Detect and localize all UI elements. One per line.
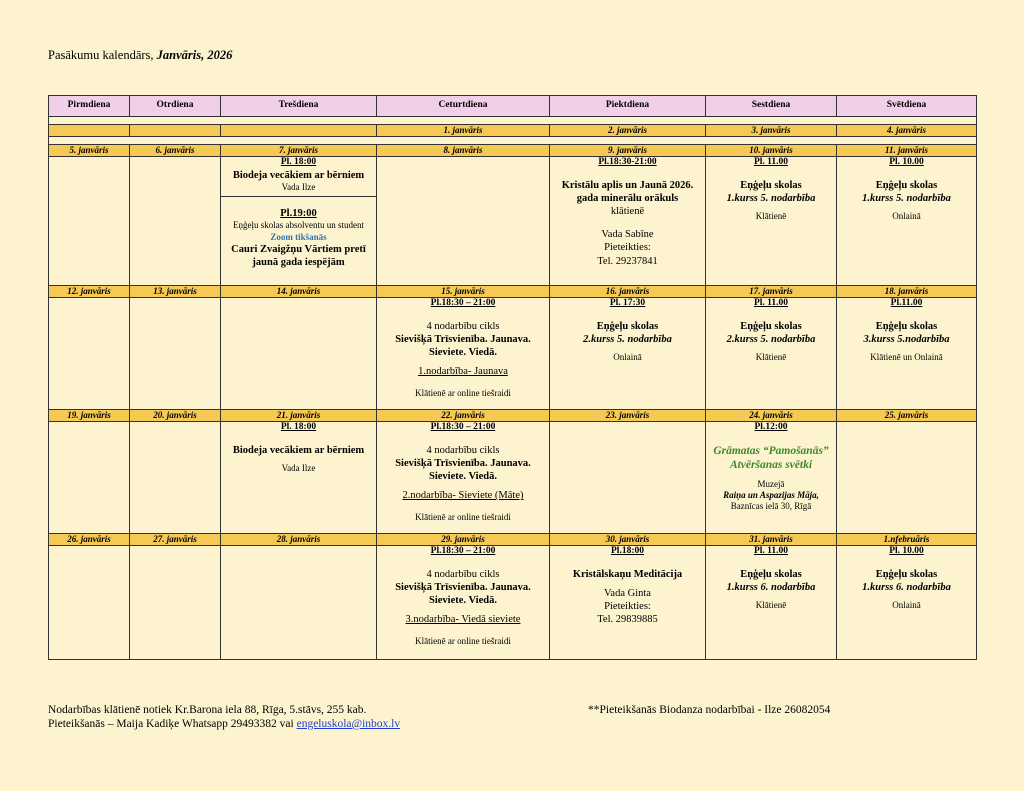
date-cell: 14. janvāris bbox=[221, 286, 377, 298]
weekday-header: Ceturtdiena bbox=[377, 96, 550, 117]
date-cell: 11. janvāris bbox=[837, 145, 977, 157]
event-time: Pl.11.00 bbox=[890, 298, 923, 308]
date-cell: 17. janvāris bbox=[706, 286, 837, 298]
date-cell: 12. janvāris bbox=[49, 286, 130, 298]
week-row bbox=[49, 298, 977, 410]
spacer-row bbox=[49, 117, 977, 125]
spacer-row bbox=[49, 137, 977, 145]
footer-signup: Pieteikšanās – Maija Kadiķe Whatsapp 29493382 vai engeluskola@inbox.lv bbox=[48, 718, 401, 730]
event-signup: Pieteikties: bbox=[604, 242, 651, 254]
day-cell bbox=[49, 157, 130, 286]
day-cell bbox=[130, 546, 221, 660]
event-description: Eņģeļu skolas absolventu un student Zoom tikšanās bbox=[233, 220, 364, 242]
event-mode: Klātienē ar online tiešraidi bbox=[415, 636, 511, 647]
weekday-header: Piektdiena bbox=[550, 96, 706, 117]
event-time: Pl. 11.00 bbox=[753, 157, 789, 167]
event-title: Eņģeļu skolas bbox=[596, 320, 659, 332]
event-time: Pl.12:00 bbox=[754, 422, 788, 432]
event-title: Eņģeļu skolas bbox=[875, 568, 938, 580]
event-title: Kristālskaņu Meditācija bbox=[572, 568, 683, 580]
date-cell: 22. janvāris bbox=[377, 410, 550, 422]
event-course: 2.kurss 5. nodarbība bbox=[726, 334, 816, 345]
event-time: Pl.18:00 bbox=[611, 546, 644, 556]
event-host: Vada Ilze bbox=[281, 182, 316, 192]
date-cell: 24. janvāris bbox=[706, 410, 837, 422]
day-cell bbox=[221, 546, 377, 660]
event-signup: Pieteikties: bbox=[604, 601, 651, 613]
event-course: 1.kurss 5. nodarbība bbox=[862, 193, 951, 204]
day-cell bbox=[130, 157, 221, 286]
day-cell bbox=[49, 422, 130, 534]
event-phone: Tel. 29839885 bbox=[597, 614, 658, 626]
page-title: Pasākumu kalendārs, Janvāris, 2026 bbox=[48, 48, 233, 62]
event-cell bbox=[377, 422, 550, 534]
event-mode: Klātienē bbox=[755, 211, 787, 222]
day-cell bbox=[377, 157, 550, 286]
event-title: Cauri Zvaigžņu Vārtiem pretī jaunā gada iespējām bbox=[231, 243, 366, 268]
event-cell bbox=[550, 546, 706, 660]
event-title: Eņģeļu skolas bbox=[875, 320, 938, 332]
date-cell bbox=[130, 125, 221, 137]
event-cell bbox=[377, 546, 550, 660]
event-phone: Tel. 29237841 bbox=[597, 255, 658, 267]
date-cell: 1. janvāris bbox=[377, 125, 550, 137]
date-cell bbox=[49, 125, 130, 137]
event-cell bbox=[837, 157, 977, 286]
event-cycle: 4 nodarbību cikls bbox=[426, 320, 500, 332]
date-cell bbox=[221, 125, 377, 137]
event-cell bbox=[706, 422, 837, 534]
date-cell: 13. janvāris bbox=[130, 286, 221, 298]
event-time: Pl. 18:00 bbox=[280, 157, 317, 167]
event-title: Biodeja vecākiem ar bērniem bbox=[232, 444, 365, 456]
date-cell: 31. janvāris bbox=[706, 534, 837, 546]
date-cell: 10. janvāris bbox=[706, 145, 837, 157]
event-session: 2.nodarbība- Sieviete (Māte) bbox=[402, 490, 524, 502]
footer-location: Nodarbības klātienē notiek Kr.Barona iela 88, Rīga, 5.stāvs, 255 kab. bbox=[48, 704, 367, 716]
date-cell: 1.nfebruāris bbox=[837, 534, 977, 546]
event-mode: Onlainā bbox=[613, 352, 642, 363]
event-host: Vada Ginta bbox=[604, 588, 651, 599]
weekday-header: Otrdiena bbox=[130, 96, 221, 117]
event-course: 2.kurss 5. nodarbība bbox=[583, 334, 672, 345]
weekday-header: Sestdiena bbox=[706, 96, 837, 117]
event-mode: Onlainā bbox=[892, 211, 921, 222]
event-mode: klātienē bbox=[610, 206, 645, 218]
date-cell: 19. janvāris bbox=[49, 410, 130, 422]
event-cycle: 4 nodarbību cikls bbox=[426, 568, 500, 580]
event-time: Pl.19:00 bbox=[280, 208, 317, 220]
date-cell: 23. janvāris bbox=[550, 410, 706, 422]
weekday-header-row bbox=[49, 96, 977, 117]
weekday-header: Svētdiena bbox=[837, 96, 977, 117]
date-cell: 5. janvāris bbox=[49, 145, 130, 157]
event-time: Pl. 18:00 bbox=[280, 422, 317, 432]
footer-info bbox=[48, 703, 400, 731]
week-row bbox=[49, 422, 977, 534]
date-cell: 30. janvāris bbox=[550, 534, 706, 546]
weekday-header: Trešdiena bbox=[221, 96, 377, 117]
footer-note: **Pieteikšanās Biodanza nodarbībai - Ilze 26082054 bbox=[588, 704, 831, 716]
event-cell bbox=[550, 298, 706, 410]
event-mode: Klātienē un Onlainā bbox=[870, 352, 943, 363]
event-host: Vada Ilze bbox=[281, 463, 316, 473]
event-session: 1.nodarbība- Jaunava bbox=[418, 366, 508, 378]
event-course: 1.kurss 6. nodarbība bbox=[862, 582, 951, 593]
event-cell bbox=[550, 157, 706, 286]
day-cell bbox=[837, 422, 977, 534]
date-cell: 6. janvāris bbox=[130, 145, 221, 157]
day-cell bbox=[49, 546, 130, 660]
event-title: Sievišķā Trīsvienība. Jaunava. Sieviete. Viedā. bbox=[395, 458, 531, 483]
date-cell: 26. janvāris bbox=[49, 534, 130, 546]
date-cell: 27. janvāris bbox=[130, 534, 221, 546]
event-title: Sievišķā Trīsvienība. Jaunava. Sieviete. Viedā. bbox=[395, 334, 531, 359]
event-mode: Klātienē bbox=[755, 352, 787, 363]
event-venue: Raiņa un Aspazijas Māja, bbox=[723, 489, 819, 500]
event-cell bbox=[221, 422, 377, 534]
event-cell bbox=[837, 546, 977, 660]
event-time: Pl. 11.00 bbox=[753, 546, 789, 556]
date-cell: 29. janvāris bbox=[377, 534, 550, 546]
event-mode: Onlainā bbox=[892, 600, 921, 611]
event-time: Pl. 10.00 bbox=[889, 157, 924, 167]
event-address: Baznīcas ielā 30, Rīgā bbox=[730, 501, 812, 512]
date-row bbox=[49, 125, 977, 137]
event-time: Pl.18:30 – 21:00 bbox=[430, 298, 496, 308]
day-cell bbox=[130, 298, 221, 410]
event-mode: Klātienē ar online tiešraidi bbox=[415, 388, 511, 399]
event-time: Pl. 17:30 bbox=[609, 298, 646, 308]
event-course: 3.kurss 5.nodarbība bbox=[863, 334, 950, 345]
event-mode: Klātienē ar online tiešraidi bbox=[415, 512, 511, 523]
date-cell: 2. janvāris bbox=[550, 125, 706, 137]
event-title: Biodeja vecākiem ar bērniem bbox=[232, 169, 365, 181]
event-title: Eņģeļu skolas bbox=[740, 568, 802, 580]
event-course: 1.kurss 6. nodarbība bbox=[726, 582, 816, 593]
event-time: Pl. 10.00 bbox=[889, 546, 924, 556]
date-cell: 20. janvāris bbox=[130, 410, 221, 422]
event-title: Eņģeļu skolas bbox=[875, 179, 938, 191]
event-cell bbox=[837, 298, 977, 410]
event-time: Pl.18:30 – 21:00 bbox=[430, 546, 496, 556]
date-cell: 9. janvāris bbox=[550, 145, 706, 157]
date-cell: 8. janvāris bbox=[377, 145, 550, 157]
date-cell: 18. janvāris bbox=[837, 286, 977, 298]
event-time: Pl.18:30-21:00 bbox=[598, 157, 657, 167]
day-cell bbox=[550, 422, 706, 534]
event-cell bbox=[377, 298, 550, 410]
day-cell bbox=[49, 298, 130, 410]
event-title: Kristālu aplis un Jaunā 2026. gada minerālu orākuls bbox=[561, 179, 694, 204]
date-cell: 16. janvāris bbox=[550, 286, 706, 298]
date-row bbox=[49, 286, 977, 298]
event-time: Pl.18:30 – 21:00 bbox=[430, 422, 496, 432]
event-title: Eņģeļu skolas bbox=[740, 179, 802, 191]
date-cell: 7. janvāris bbox=[221, 145, 377, 157]
event-cell bbox=[706, 298, 837, 410]
email-link[interactable]: engeluskola@inbox.lv bbox=[296, 718, 401, 730]
weekday-header: Pirmdiena bbox=[49, 96, 130, 117]
day-cell bbox=[130, 422, 221, 534]
date-cell: 3. janvāris bbox=[706, 125, 837, 137]
calendar-table bbox=[48, 95, 977, 660]
date-cell: 28. janvāris bbox=[221, 534, 377, 546]
week-row bbox=[49, 157, 977, 286]
date-row bbox=[49, 410, 977, 422]
day-cell bbox=[221, 298, 377, 410]
event-mode: Klātienē bbox=[755, 600, 787, 611]
date-cell: 15. janvāris bbox=[377, 286, 550, 298]
date-cell: 25. janvāris bbox=[837, 410, 977, 422]
event-cell bbox=[706, 157, 837, 286]
event-cell bbox=[706, 546, 837, 660]
date-cell: 21. janvāris bbox=[221, 410, 377, 422]
event-title: Eņģeļu skolas bbox=[740, 320, 802, 332]
date-row bbox=[49, 534, 977, 546]
week-row bbox=[49, 546, 977, 660]
date-row bbox=[49, 145, 977, 157]
event-time: Pl. 11.00 bbox=[753, 298, 789, 308]
event-title: Grāmatas “Pamošanās” Atvēršanas svētki bbox=[713, 444, 829, 472]
event-cell bbox=[221, 157, 377, 286]
date-cell: 4. janvāris bbox=[837, 125, 977, 137]
event-course: 1.kurss 5. nodarbība bbox=[726, 193, 816, 204]
event-session: 3.nodarbība- Viedā sieviete bbox=[405, 614, 521, 626]
event-host: Vada Sabīne bbox=[601, 229, 654, 241]
event-title: Sievišķā Trīsvienība. Jaunava. Sieviete. Viedā. bbox=[395, 582, 531, 607]
event-cycle: 4 nodarbību cikls bbox=[426, 444, 500, 456]
event-location: Muzejā bbox=[757, 478, 785, 489]
